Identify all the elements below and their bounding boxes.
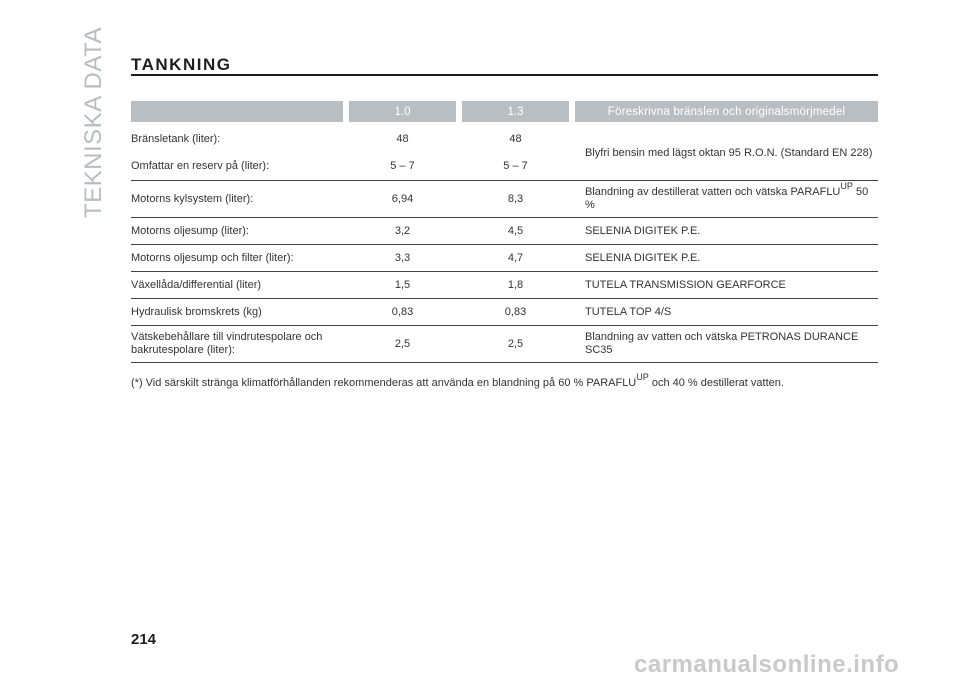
fuel-text-end: 50 % (585, 186, 869, 211)
fuel-text: Blandning av destillerat vatten och vätska PARAFLU (585, 186, 841, 198)
footnote-superscript: UP (636, 372, 649, 382)
row-value-1-0: 0,83 (349, 299, 456, 326)
footnote-text: (*) Vid särskilt stränga klimatförhållanden rekommenderas att använda en blandning på 60 % PARAFLU (131, 377, 637, 389)
footnote (131, 372, 881, 389)
row-value-1-3: 48 (509, 133, 522, 145)
page-number: 214 (131, 631, 157, 648)
table-row (131, 218, 878, 245)
watermark: carmanualsonline.info (634, 651, 900, 678)
row-fuel: Blandning av vatten och vätska PETRONAS DURANCE SC35 (575, 326, 878, 363)
header-label (131, 101, 343, 122)
row-value-1-3: 1,8 (462, 272, 569, 299)
row-value-1-3: 4,5 (462, 218, 569, 245)
row-label: Motorns kylsystem (liter): (131, 181, 343, 218)
header-engine-1-0: 1.0 (349, 101, 456, 122)
page-title: TANKNING (131, 55, 232, 74)
row-label: Motorns oljesump och filter (liter): (131, 245, 343, 272)
row-label: Motorns oljesump (liter): (131, 218, 343, 245)
header-engine-1-3: 1.3 (462, 101, 569, 122)
row-value-1-3: 4,7 (462, 245, 569, 272)
row-label: Bränsletank (liter): (131, 133, 221, 145)
table-row (131, 122, 878, 153)
table-row (131, 181, 878, 218)
table-row (131, 299, 878, 326)
row-fuel: TUTELA TRANSMISSION GEARFORCE (575, 272, 878, 299)
row-label: Hydraulisk bromskrets (kg) (131, 299, 343, 326)
row-fuel: TUTELA TOP 4/S (575, 299, 878, 326)
row-value-1-0: 48 (396, 133, 409, 145)
header-fuel: Föreskrivna bränslen och originalsmörjmedel (575, 101, 878, 122)
row-value-1-3: 8,3 (462, 181, 569, 218)
row-value-1-3: 0,83 (462, 299, 569, 326)
row-fuel: SELENIA DIGITEK P.E. (575, 245, 878, 272)
row-value-1-3: 5 – 7 (462, 153, 569, 181)
row-fuel (575, 181, 878, 218)
row-value-1-0: 2,5 (349, 326, 456, 363)
refuelling-table (131, 101, 878, 363)
row-value-1-0: 3,2 (349, 218, 456, 245)
fuel-superscript: UP (840, 181, 853, 191)
row-fuel: SELENIA DIGITEK P.E. (575, 218, 878, 245)
row-value-1-0: 3,3 (349, 245, 456, 272)
title-divider (131, 74, 878, 76)
row-value-1-3: 2,5 (462, 326, 569, 363)
row-value-1-0: 1,5 (349, 272, 456, 299)
table-row (131, 245, 878, 272)
row-value-1-0: 5 – 7 (349, 153, 456, 181)
table-row (131, 272, 878, 299)
side-label-text: TEKNISKA DATA (80, 27, 107, 218)
table-row (131, 326, 878, 363)
table-header-row (131, 101, 878, 122)
footnote-text-end: och 40 % destillerat vatten. (651, 377, 784, 389)
section-side-label (80, 27, 107, 218)
row-label: Omfattar en reserv på (liter): (131, 153, 343, 181)
row-fuel-merged: Blyfri bensin med lägst oktan 95 R.O.N. (Standard EN 228) (575, 122, 878, 181)
row-value-1-0: 6,94 (349, 181, 456, 218)
row-label: Vätskebehållare till vindrutespolare och bakrutespolare (liter): (131, 326, 343, 363)
row-label: Växellåda/differential (liter) (131, 272, 343, 299)
